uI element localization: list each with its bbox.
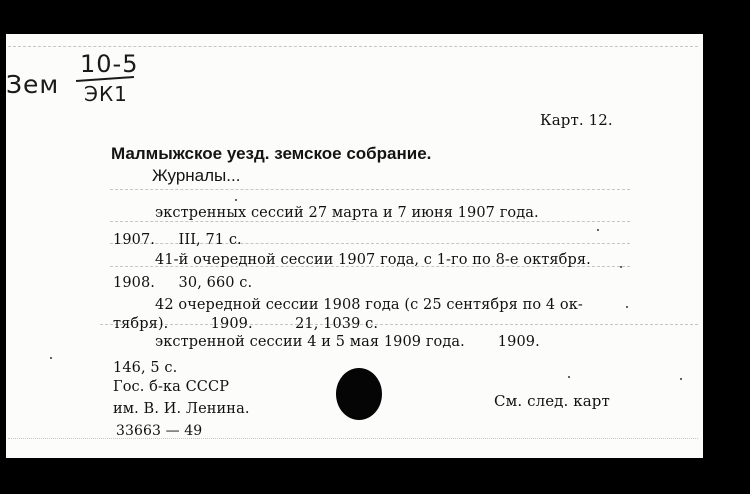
entry-line-3: 41-й очередной сессии 1907 года, с 1-го по 8-е октября. xyxy=(155,252,591,268)
entry-line-4: 1908. 30, 660 с. xyxy=(113,275,253,291)
scan-border xyxy=(0,0,6,460)
see-next-card: См. след. карт xyxy=(494,392,610,410)
entry-line-1: экстренных сессий 27 марта и 7 июня 1907 года. xyxy=(155,205,539,221)
scan-speck xyxy=(680,378,682,380)
handwritten-denominator: ЭК1 xyxy=(84,82,128,106)
card-number: Карт. 12. xyxy=(540,111,613,129)
catalog-card xyxy=(0,34,703,458)
library-name-line-1: Гос. б-ка СССР xyxy=(113,379,230,395)
scan-speck xyxy=(626,306,628,308)
entry-line-6: тября). 1909. 21, 1039 с. xyxy=(113,316,379,332)
catalog-subheading: Журналы... xyxy=(152,166,241,185)
scan-line xyxy=(110,189,630,190)
scan-speck xyxy=(50,357,52,359)
entry-line-2: 1907. III, 71 с. xyxy=(113,232,242,248)
handwritten-numerator: 10-5 xyxy=(80,50,139,78)
scan-speck xyxy=(568,376,570,378)
scan-speck xyxy=(620,266,622,268)
library-name-line-2: им. В. И. Ленина. xyxy=(113,401,250,417)
entry-line-7: экстренной сессии 4 и 5 мая 1909 года. 1909. xyxy=(155,334,540,350)
scan-line xyxy=(8,46,698,47)
inventory-number: 33663 — 49 xyxy=(116,423,203,439)
scan-speck xyxy=(597,229,599,231)
punch-hole xyxy=(336,368,382,420)
catalog-heading: Малмыжское уезд. земское собрание. xyxy=(111,144,432,163)
handwritten-prefix: Зем xyxy=(6,70,60,99)
scan-speck xyxy=(235,199,237,201)
scan-line xyxy=(8,438,698,439)
entry-line-5: 42 очередной сессии 1908 года (с 25 сентября по 4 ок- xyxy=(155,297,583,313)
scan-line xyxy=(110,221,630,222)
entry-line-8: 146, 5 с. xyxy=(113,360,178,376)
